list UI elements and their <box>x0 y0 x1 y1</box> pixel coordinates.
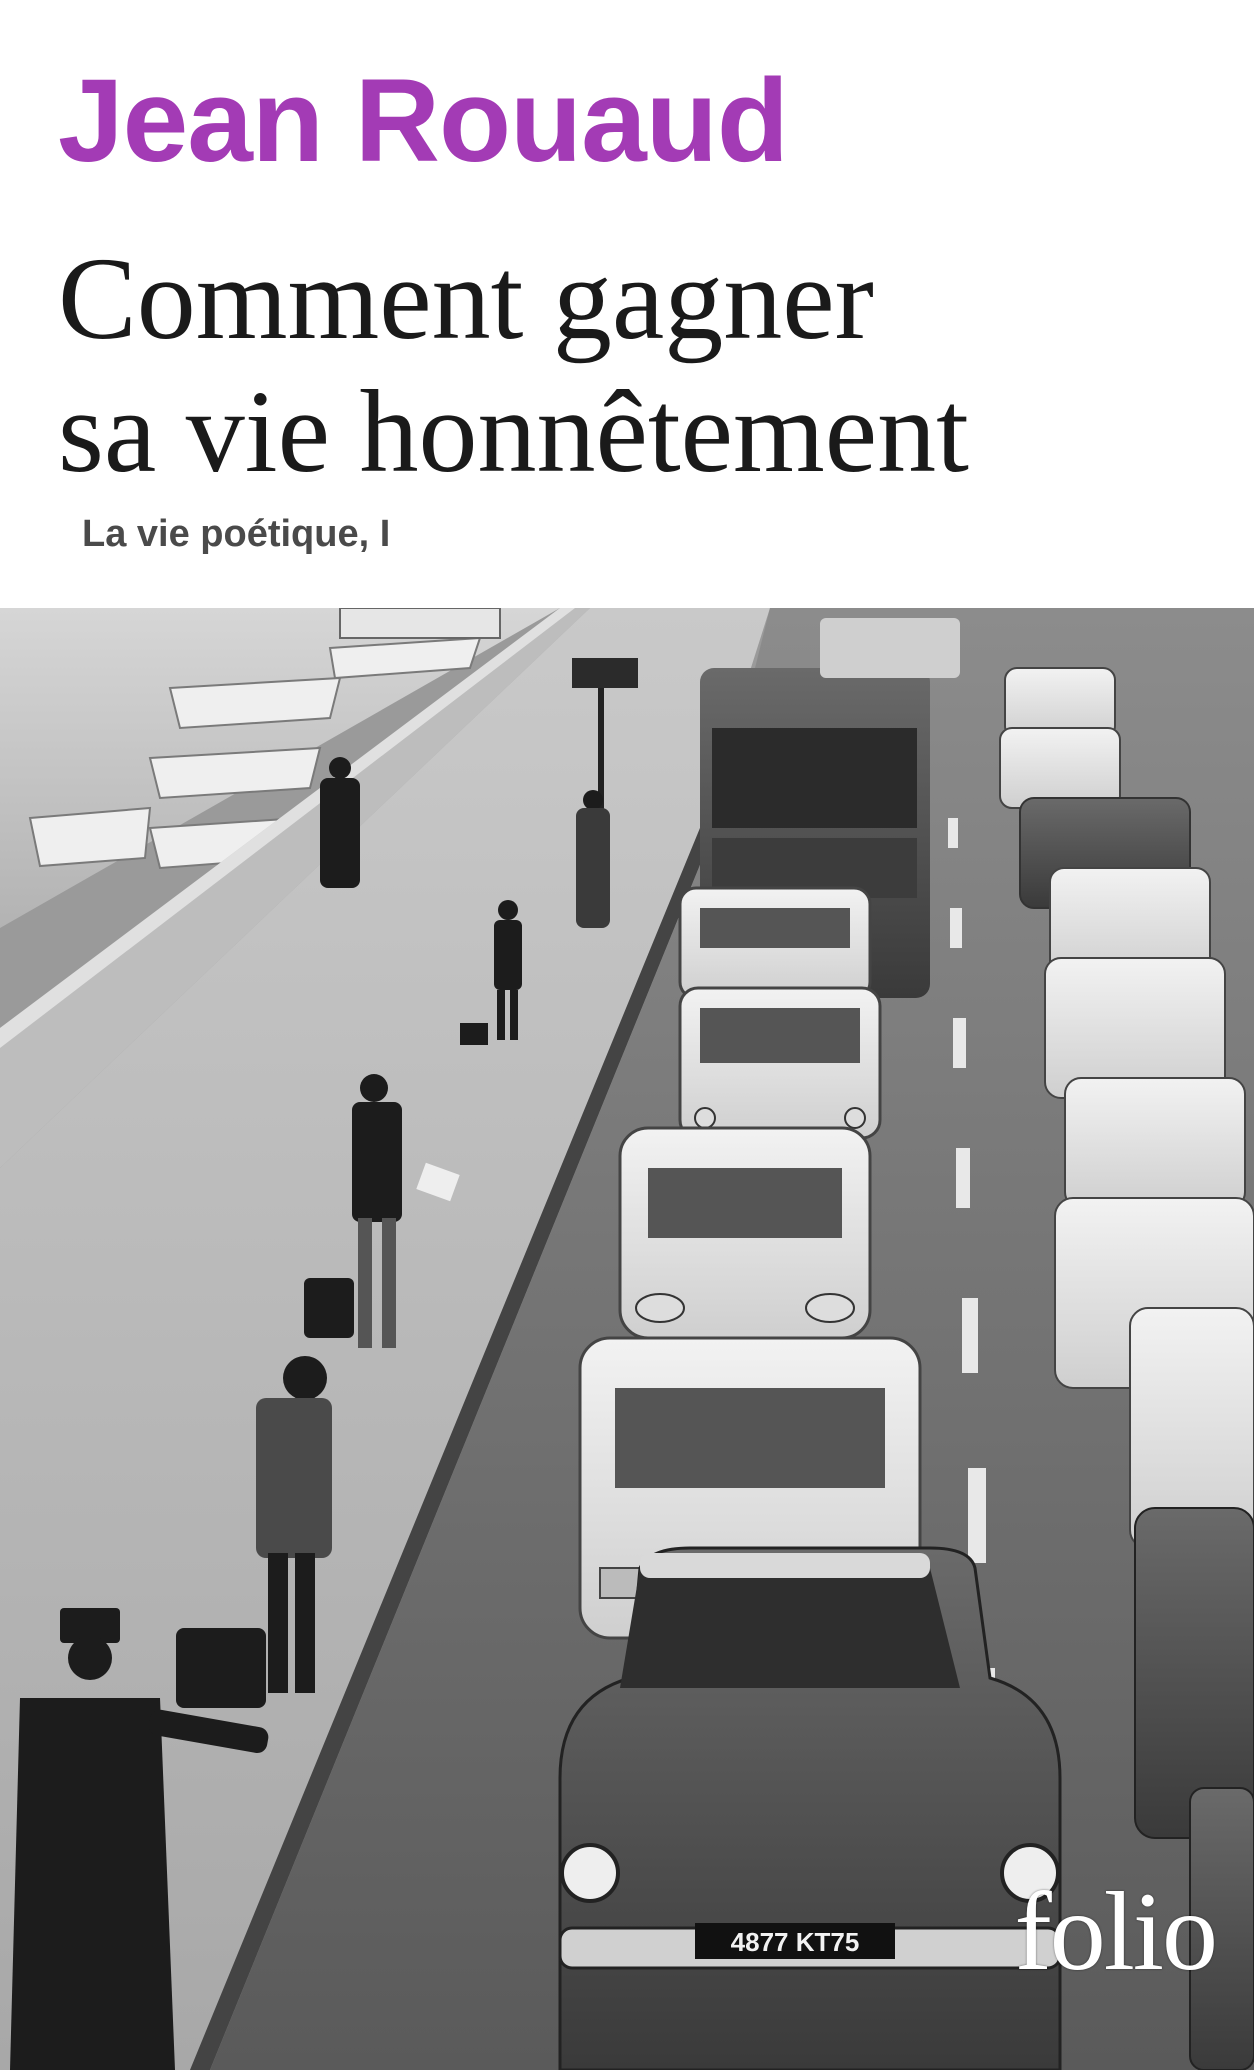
car <box>620 1128 870 1338</box>
license-plate: 4877 KT75 <box>730 1927 860 1957</box>
cover-header <box>0 0 1254 608</box>
car <box>680 988 880 1138</box>
folio-logo: folio <box>1014 1870 1216 1994</box>
boat-cabin <box>340 608 500 638</box>
pedestrian-woman-coat <box>576 790 610 928</box>
title-line-1: Comment gagner <box>58 233 874 364</box>
cover-photograph <box>0 608 1254 2070</box>
series-subtitle: La vie poétique, I <box>82 513 391 555</box>
title-line-2: sa vie honnêtement <box>58 366 969 497</box>
book-title <box>58 232 969 498</box>
car <box>680 888 870 998</box>
author-name: Jean Rouaud <box>58 55 788 187</box>
street-scene-illustration <box>0 608 1254 2070</box>
